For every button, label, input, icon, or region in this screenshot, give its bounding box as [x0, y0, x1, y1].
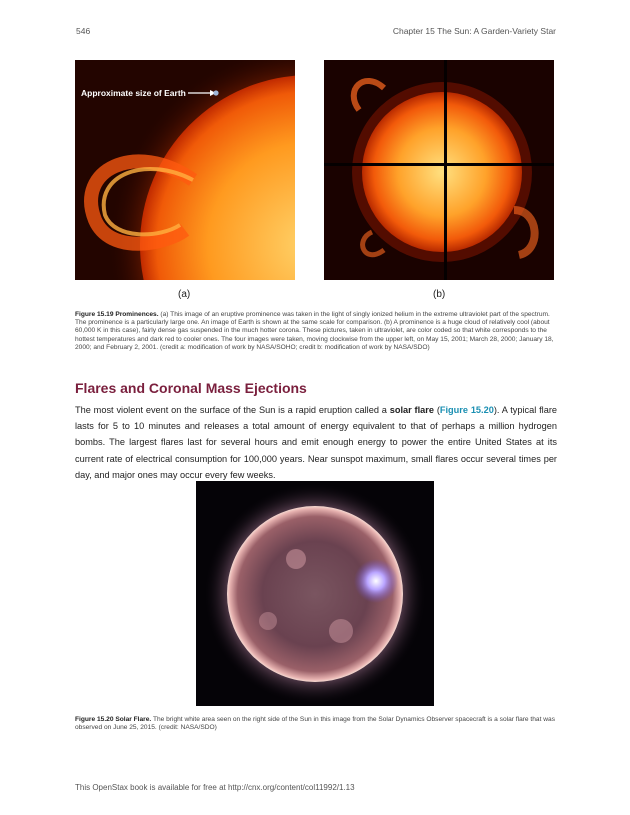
section-title: Flares and Coronal Mass Ejections — [75, 380, 307, 396]
para-text-3: ). A typical flare lasts for 5 to 10 minutes and releases a total amount of energy equivalent to that of perhaps a million hydrogen bombs. The largest flares last for several hours and emit enough energy to power the entire United States at its current rate of electrical consumption for 100,000 years. Near sunspot maximum, small flares occur several times per day, and major ones may occur every few weeks. — [75, 405, 557, 480]
prominence-quad-image — [324, 60, 554, 280]
figure-15-19-caption — [75, 311, 557, 352]
para-text-1: The most violent event on the surface of the Sun is a rapid eruption called a — [75, 405, 390, 415]
prominence-quad-graphic — [324, 60, 554, 280]
caption-label: Figure 15.20 Solar Flare. — [75, 716, 152, 723]
solar-flare-image — [196, 481, 434, 706]
figure-15-20-link[interactable]: Figure 15.20 — [439, 405, 494, 415]
solar-flare-graphic — [196, 481, 434, 706]
eruptive-prominence-image — [75, 60, 295, 280]
footer-availability: This OpenStax book is available for free at http://cnx.org/content/col11992/1.13 — [75, 783, 355, 792]
key-term: solar flare — [389, 405, 434, 415]
running-head: Chapter 15 The Sun: A Garden-Variety Star — [392, 26, 556, 36]
eruptive-prominence-graphic — [75, 60, 295, 280]
figure-15-20-caption — [75, 716, 557, 732]
caption-text: (a) This image of an eruptive prominence was taken in the light of singly ionized helium in the extreme ultraviolet part of the spectrum. The prominence is a particularly large one. An image of Earth is shown at the same scale for comparison. (b) A prominence is a huge cloud of relatively cool (about 60,000 K in this case), fairly dense gas suspended in the much hotter corona. These pictures, taken in ultraviolet, are color coded so that white corresponds to the hottest temperatures and dark red to cooler ones. The four images were taken, moving clockwise from the upper left, on May 15, 2001; March 28, 2000; January 18, 2000; and February 2, 2001. (credit a: modification of work by NASA/SOHO; credit b: modification of work by NASA/SDO) — [75, 311, 554, 351]
para-text-2: ( — [433, 405, 440, 415]
page-number: 546 — [76, 26, 91, 36]
figure-label-a: (a) — [178, 289, 191, 300]
body-paragraph — [75, 402, 557, 483]
caption-text: The bright white area seen on the right side of the Sun in this image from the Solar Dynamics Observer spacecraft is a solar flare that was observed on June 25, 2015. (credit: NASA/SDO) — [75, 716, 555, 732]
caption-label: Figure 15.19 Prominences. — [75, 311, 159, 318]
earth-size-annotation: Approximate size of Earth — [81, 88, 186, 98]
figure-label-b: (b) — [433, 289, 446, 300]
